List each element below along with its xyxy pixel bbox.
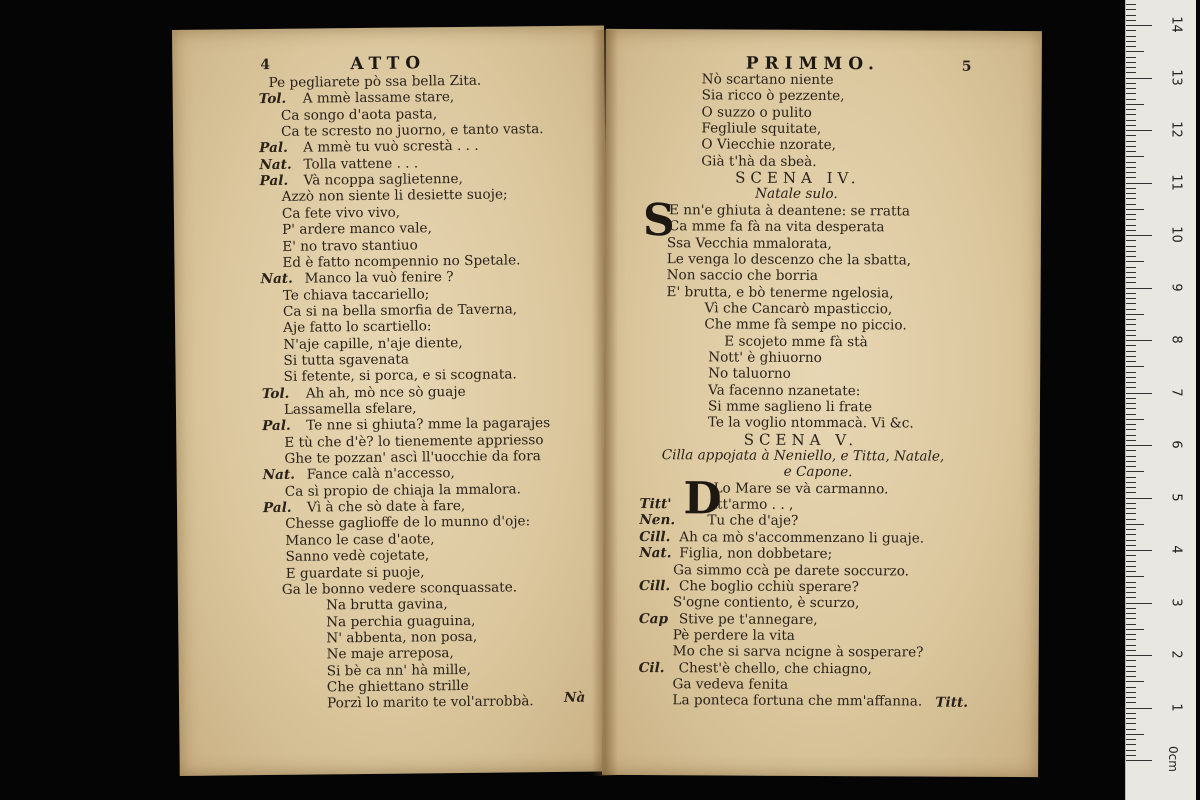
ruler-tick — [1126, 513, 1136, 514]
text-line: Ca te scresto no juorno, e tanto vasta. — [280, 121, 544, 140]
ruler-tick — [1126, 177, 1136, 178]
text-line: N'aje capille, n'aje diente, — [283, 334, 463, 353]
text-line: Nò scartano niente — [701, 71, 834, 89]
ruler-tick — [1126, 188, 1136, 189]
text-line: Ga vedeva fenita — [672, 676, 789, 693]
text-line: Ah ca mò s'accommenzano li guaje. — [679, 529, 925, 547]
ruler-tick — [1126, 592, 1136, 593]
ruler-tick — [1126, 251, 1136, 252]
speaker-label: Titt' — [639, 496, 672, 513]
right-page-header: PRIMMO. — [745, 53, 881, 75]
ruler-tick — [1126, 571, 1136, 572]
ruler-tick — [1126, 498, 1152, 499]
ruler-tick — [1126, 540, 1136, 541]
ruler-number: 6 — [1168, 440, 1184, 449]
ruler-tick — [1126, 629, 1144, 630]
ruler-tick — [1126, 613, 1136, 614]
text-line: Te chiava taccariello; — [282, 285, 430, 304]
ruler-tick — [1126, 288, 1152, 289]
ruler-tick — [1126, 508, 1136, 509]
ruler-tick — [1126, 435, 1136, 436]
ruler-number: 9 — [1168, 282, 1184, 292]
text-line: Va facenno nzanetate: — [708, 382, 861, 399]
ruler-number: 10 — [1168, 226, 1184, 243]
text-line: Le venga lo descenzo che la sbatta, — [666, 251, 912, 269]
right-page-catchword: Titt. — [935, 694, 969, 711]
text-line: Tolla vattene . . . — [303, 155, 419, 173]
speaker-label: Nat. — [260, 270, 293, 288]
ruler-tick — [1126, 461, 1136, 462]
ruler-tick — [1126, 156, 1144, 157]
ruler-tick — [1126, 692, 1136, 693]
ruler-tick — [1126, 424, 1136, 425]
text-line: Te nne si ghiuta? mme la pagarajes — [306, 415, 551, 434]
ruler-tick — [1126, 25, 1152, 26]
ruler-tick — [1126, 603, 1152, 604]
text-line: Ga simmo ccà pe darete soccurzo. — [673, 561, 910, 579]
text-line: Sanno vedè cojetate, — [285, 547, 430, 565]
text-line: O suzzo o pulito — [701, 104, 812, 121]
ruler-tick — [1126, 519, 1136, 520]
ruler-tick — [1126, 687, 1136, 688]
ruler-tick — [1126, 340, 1152, 341]
text-line: Si fetente, si porca, e si scognata. — [283, 366, 517, 386]
text-line: Lassamella sfelare, — [283, 400, 417, 418]
ruler-tick — [1126, 314, 1144, 315]
speaker-label: Tol. — [261, 385, 290, 402]
left-page-catchword: Nà — [563, 689, 586, 706]
ruler-tick — [1126, 235, 1152, 236]
text-line: No taluorno — [708, 365, 791, 383]
ruler-number: 11 — [1168, 173, 1184, 191]
ruler-tick — [1126, 230, 1136, 231]
ruler-tick — [1126, 120, 1136, 121]
ruler-tick — [1126, 561, 1136, 562]
ruler-tick — [1126, 151, 1136, 152]
ruler-tick — [1126, 267, 1136, 268]
ruler-number: 3 — [1168, 597, 1184, 607]
ruler-tick — [1126, 450, 1136, 451]
right-page-text — [602, 29, 1042, 777]
ruler-tick — [1126, 634, 1136, 635]
text-line: Att'armo . . , — [707, 496, 794, 513]
ruler-tick — [1126, 618, 1136, 619]
ruler-tick — [1126, 319, 1136, 320]
ruler-tick — [1126, 366, 1144, 367]
ruler-tick — [1126, 298, 1136, 299]
ruler-tick — [1126, 482, 1136, 483]
book-gutter — [592, 30, 618, 776]
speaker-label: Cap — [638, 610, 669, 627]
speaker-label: Cill. — [638, 577, 671, 595]
text-line: Pè perdere la vita — [672, 627, 795, 644]
text-line: Ah ah, mò nce sò guaje — [305, 383, 466, 402]
text-line: La ponteca fortuna che mm'affanna. — [672, 692, 923, 710]
text-line: Ca sì propio de chiaja la mmalora. — [284, 481, 521, 500]
text-line: Cilla appojata à Neniello, e Titta, Natale, — [661, 447, 945, 465]
ruler-tick — [1126, 755, 1136, 756]
ruler-tick — [1126, 282, 1136, 283]
text-line: Si tutta sgavenata — [283, 351, 410, 369]
text-line: Ghe te pozzan' ascì ll'uocchie da fora — [284, 448, 541, 467]
right-page-number: 5 — [961, 58, 972, 75]
ruler-tick — [1126, 576, 1144, 577]
drop-cap: S — [642, 195, 675, 247]
ruler-tick — [1126, 141, 1136, 142]
text-line: E' brutta, e bò tenerme ngelosia, — [666, 283, 894, 301]
text-line: Ca mme fa fà na vita desperata — [668, 218, 885, 236]
ruler-tick — [1126, 639, 1136, 640]
right-page — [602, 29, 1042, 777]
ruler-tick — [1126, 88, 1136, 89]
ruler-tick — [1126, 309, 1136, 310]
ruler-tick — [1126, 30, 1136, 31]
ruler-tick — [1126, 272, 1136, 273]
ruler-tick — [1126, 167, 1136, 168]
ruler-tick — [1126, 67, 1136, 68]
text-line: Vì che Cancarò mpasticcio, — [704, 300, 893, 318]
text-line: Porzì lo marito te vol'arrobbà. — [326, 693, 534, 712]
ruler-tick — [1126, 303, 1136, 304]
ruler-tick — [1126, 681, 1144, 682]
text-line: Si mme saglieno li frate — [707, 398, 873, 416]
ruler-tick — [1126, 114, 1136, 115]
ruler-tick — [1126, 83, 1136, 84]
text-line: SCENA IV. — [735, 168, 861, 188]
ruler-tick — [1126, 130, 1152, 131]
text-line: Chesse gaglioffe de lo munno d'oje: — [285, 513, 531, 533]
ruler-tick — [1126, 671, 1136, 672]
text-line: Non saccio che borria — [666, 267, 819, 285]
speaker-label: Tol. — [258, 91, 287, 108]
ruler-tick — [1126, 351, 1136, 352]
ruler-tick — [1126, 555, 1136, 556]
ruler-tick — [1126, 15, 1136, 16]
ruler-tick — [1126, 445, 1152, 446]
ruler-tick — [1126, 702, 1136, 703]
ruler-tick — [1126, 193, 1136, 194]
ruler-tick — [1126, 419, 1144, 420]
ruler-tick — [1126, 41, 1136, 42]
text-line: S'ogne contiento, è scurzo, — [672, 594, 860, 612]
text-line: Natale sulo. — [755, 186, 838, 203]
speaker-label: Pal. — [262, 499, 292, 517]
speaker-label: Cil. — [638, 659, 665, 676]
ruler-tick — [1126, 477, 1136, 478]
left-page-header: ATTO — [350, 53, 427, 75]
text-line: Ed è fatto ncompennio no Spetale. — [282, 252, 521, 271]
ruler-tick — [1126, 204, 1136, 205]
speaker-label: Pal. — [259, 140, 288, 157]
text-line: Na perchia guaguina, — [326, 612, 476, 630]
ruler-tick — [1126, 550, 1152, 551]
ruler-tick — [1126, 261, 1144, 262]
text-line: Figlia, non dobbetare; — [679, 545, 833, 563]
ruler-tick — [1126, 414, 1136, 415]
ruler-number: 2 — [1168, 650, 1184, 659]
ruler-tick — [1126, 487, 1136, 488]
text-line: Tu che d'aje? — [707, 512, 799, 530]
text-line: E nn'e ghiuta à deantene: se rratta — [668, 201, 911, 220]
speaker-label: Nen. — [639, 512, 676, 529]
text-line: E tù che d'è? lo tienemente appriesso — [284, 431, 544, 451]
ruler-tick — [1126, 403, 1136, 404]
ruler-tick — [1126, 655, 1152, 656]
text-line: Ssa Vecchia mmalorata, — [666, 234, 832, 252]
ruler-tick — [1126, 387, 1136, 388]
ruler-tick — [1126, 676, 1136, 677]
ruler-tick — [1126, 760, 1152, 761]
ruler-tick — [1126, 62, 1136, 63]
ruler-tick — [1126, 372, 1136, 373]
ruler-tick — [1126, 660, 1136, 661]
ruler-tick — [1126, 209, 1144, 210]
ruler-tick — [1126, 492, 1136, 493]
text-line: Ga le bonno vedere sconquassate. — [281, 579, 518, 598]
ruler-number: 14 — [1168, 16, 1184, 33]
ruler-tick — [1126, 597, 1136, 598]
text-line: Te la voglio ntommacà. Vi &c. — [707, 414, 914, 432]
text-line: Che boglio cchiù sperare? — [678, 578, 859, 596]
ruler-tick — [1126, 503, 1136, 504]
ruler-number: 13 — [1168, 68, 1184, 86]
text-line: Lo Mare se và carmanno. — [713, 480, 889, 498]
ruler-tick — [1126, 277, 1136, 278]
ruler-tick — [1126, 225, 1136, 226]
text-line: Và ncoppa saglietenne, — [303, 171, 463, 189]
ruler-tick — [1126, 172, 1136, 173]
text-line: Sia ricco ò pezzente, — [701, 87, 845, 105]
ruler-tick — [1126, 9, 1136, 10]
ruler-tick — [1126, 708, 1152, 709]
ruler-tick — [1126, 356, 1136, 357]
text-line: Mo che si sarva ncigne à sosperare? — [672, 643, 924, 661]
ruler-tick — [1126, 214, 1136, 215]
text-line: A mmè tu vuò screstà . . . — [303, 138, 479, 157]
ruler-tick — [1126, 72, 1136, 73]
text-line: Fegliule squitate, — [701, 120, 822, 138]
text-line: A mmè lassame stare, — [302, 89, 455, 107]
speaker-label: Pal. — [262, 418, 291, 435]
ruler-tick — [1126, 246, 1136, 247]
ruler-tick — [1126, 146, 1136, 147]
ruler-tick — [1126, 345, 1136, 346]
ruler-tick — [1126, 750, 1136, 751]
ruler-tick — [1126, 219, 1136, 220]
ruler-tick — [1126, 666, 1136, 667]
text-line: Chest'è chello, che chiagno, — [678, 659, 872, 677]
ruler-tick — [1126, 57, 1136, 58]
text-line: Manco la vuò fenire ? — [304, 269, 454, 287]
ruler-tick — [1126, 335, 1136, 336]
ruler-tick — [1126, 78, 1152, 79]
text-line: Ca si na bella smorfia de Taverna, — [282, 301, 518, 320]
text-line: P' ardere manco vale, — [282, 220, 432, 238]
text-line: E' no travo stantiuo — [282, 236, 418, 255]
ruler-tick — [1126, 393, 1152, 394]
text-line: Na brutta gavina, — [325, 596, 448, 614]
text-line: e Capone. — [783, 464, 853, 481]
ruler-tick — [1126, 377, 1136, 378]
ruler-tick — [1126, 697, 1136, 698]
ruler-tick — [1126, 524, 1144, 525]
ruler-tick — [1126, 429, 1136, 430]
ruler-tick — [1126, 256, 1136, 257]
left-page-text — [172, 25, 612, 775]
text-line: Che mme fà sempe no piccio. — [704, 316, 907, 334]
text-line: Ca songo d'aota pasta, — [280, 105, 438, 124]
ruler-tick — [1126, 713, 1136, 714]
ruler-tick — [1126, 198, 1136, 199]
ruler-tick — [1126, 718, 1136, 719]
text-line: N' abbenta, non posa, — [326, 628, 478, 647]
ruler-number: 5 — [1168, 492, 1184, 502]
ruler-tick — [1126, 529, 1136, 530]
text-line: Stive pe t'annegare, — [678, 610, 818, 628]
speaker-label: Nat. — [262, 467, 296, 484]
ruler-tick — [1126, 36, 1136, 37]
ruler-tick — [1126, 645, 1136, 646]
ruler-tick — [1126, 46, 1136, 47]
ruler-tick — [1126, 734, 1144, 735]
text-line: Ca fete vivo vivo, — [281, 204, 401, 222]
ruler-tick — [1126, 293, 1136, 294]
ruler-number: 8 — [1168, 335, 1184, 344]
ruler-tick — [1126, 466, 1136, 467]
text-line: Vì à che sò date à fare, — [306, 498, 466, 516]
ruler-tick — [1126, 608, 1136, 609]
text-line: Si bè ca nn' hà mille, — [326, 661, 471, 680]
ruler-tick — [1126, 135, 1136, 136]
text-line: Nott' è ghiuorno — [708, 349, 822, 366]
ruler-tick — [1126, 324, 1136, 325]
speaker-label: Cill. — [639, 528, 671, 546]
ruler-tick — [1126, 330, 1136, 331]
ruler-tick — [1126, 534, 1136, 535]
ruler-tick — [1126, 566, 1136, 567]
speaker-label: Nat. — [639, 545, 672, 562]
ruler-number: 7 — [1168, 387, 1184, 397]
ruler-tick — [1126, 104, 1144, 105]
left-page-number: 4 — [260, 56, 271, 74]
ruler-tick — [1126, 440, 1136, 441]
ruler-tick — [1126, 361, 1136, 362]
ruler-tick — [1126, 471, 1144, 472]
ruler-tick — [1126, 739, 1136, 740]
ruler-tick — [1126, 744, 1136, 745]
text-line: Fance calà n'accesso, — [306, 465, 455, 484]
text-line: E scojeto mme fà stà — [724, 333, 868, 350]
ruler-tick — [1126, 587, 1136, 588]
text-line: Ne maje arreposa, — [326, 645, 454, 663]
ruler-number: 4 — [1168, 545, 1184, 554]
ruler-tick — [1126, 109, 1136, 110]
left-page — [172, 25, 612, 775]
ruler-tick — [1126, 729, 1136, 730]
ruler-tick — [1126, 382, 1136, 383]
ruler-tick — [1126, 456, 1136, 457]
ruler-tick — [1126, 125, 1136, 126]
ruler-tick — [1126, 51, 1144, 52]
ruler-tick — [1126, 93, 1136, 94]
ruler-unit-label: 0cm — [1165, 746, 1180, 772]
drop-cap: D — [683, 473, 722, 525]
open-book — [172, 30, 1040, 776]
ruler-tick — [1126, 582, 1136, 583]
ruler-tick — [1126, 183, 1152, 184]
ruler-tick — [1126, 545, 1136, 546]
text-line: Aje fatto lo scartiello: — [283, 318, 432, 337]
text-line: Che ghiettano strille — [326, 677, 469, 696]
speaker-label: Nat. — [259, 156, 292, 173]
text-line: E guardate si puoje, — [285, 563, 425, 582]
text-line: O Viecchie nzorate, — [701, 136, 837, 154]
ruler-number: 12 — [1168, 121, 1184, 138]
ruler-number: 1 — [1168, 702, 1184, 712]
text-line: Manco le case d'aote, — [285, 531, 435, 549]
measuring-ruler — [1125, 0, 1196, 800]
ruler-tick — [1126, 408, 1136, 409]
text-line: Già t'hà da sbeà. — [701, 153, 817, 170]
text-line: Azzò non siente li desiette suoje; — [281, 186, 508, 206]
text-line: Pe pegliarete pò ssa bella Zita. — [268, 72, 482, 91]
speaker-label: Pal. — [259, 172, 289, 190]
ruler-tick — [1126, 398, 1136, 399]
ruler-tick — [1126, 20, 1136, 21]
ruler-tick — [1126, 240, 1136, 241]
ruler-tick — [1126, 624, 1136, 625]
ruler-tick — [1126, 4, 1136, 5]
ruler-tick — [1126, 650, 1136, 651]
ruler-tick — [1126, 723, 1136, 724]
ruler-tick — [1126, 162, 1136, 163]
ruler-tick — [1126, 99, 1136, 100]
text-line: SCENA V. — [743, 430, 859, 449]
